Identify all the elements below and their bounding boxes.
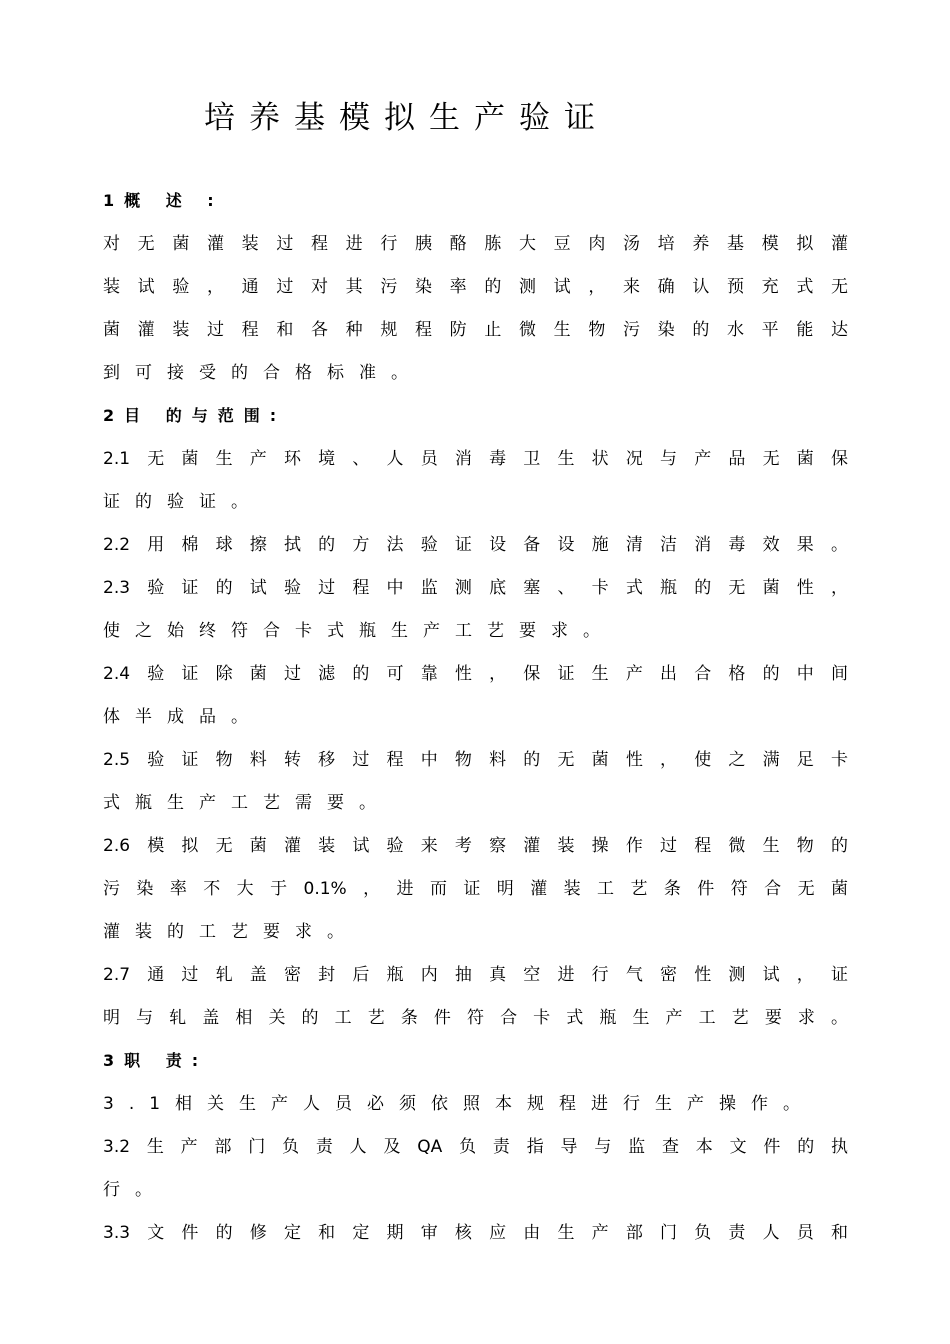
body-line: 证的验证。 bbox=[103, 492, 263, 512]
section-heading: 3职 责: bbox=[103, 1051, 209, 1070]
body-line: 2.6模拟无菌灌装试验来考察灌装操作过程微生物的 bbox=[103, 836, 848, 856]
section-heading: 2目 的与范围: bbox=[103, 406, 287, 425]
body-line: 装试验，通过对其污染率的测试，来确认预充式无 bbox=[103, 277, 848, 297]
document-title: 培养基模拟生产验证 bbox=[204, 100, 609, 136]
body-line: 2.5验证物料转移过程中物料的无菌性，使之满足卡 bbox=[103, 750, 848, 770]
body-line: 灌装的工艺要求。 bbox=[103, 922, 359, 942]
body-line: 2.4验证除菌过滤的可靠性，保证生产出合格的中间 bbox=[103, 664, 848, 684]
body-line: 明与轧盖相关的工艺条件符合卡式瓶生产工艺要求。 bbox=[103, 1008, 848, 1028]
body-line: 3.2生产部门负责人及QA负责指导与监查本文件的执 bbox=[103, 1137, 848, 1157]
section-heading: 1概 述 : bbox=[103, 191, 224, 210]
body-line: 体半成品。 bbox=[103, 707, 263, 727]
body-line: 使之始终符合卡式瓶生产工艺要求。 bbox=[103, 621, 615, 641]
body-line: 菌灌装过程和各种规程防止微生物污染的水平能达 bbox=[103, 320, 848, 340]
body-line: 污染率不大于0.1%，进而证明灌装工艺条件符合无菌 bbox=[103, 879, 848, 899]
body-line: 2.3验证的试验过程中监测底塞、卡式瓶的无菌性， bbox=[103, 578, 848, 598]
body-line: 2.2用棉球擦拭的方法验证设备设施清洁消毒效果。 bbox=[103, 535, 848, 555]
body-line: 到可接受的合格标准。 bbox=[103, 363, 423, 383]
body-line: 行。 bbox=[103, 1180, 167, 1200]
body-line: 式瓶生产工艺需要。 bbox=[103, 793, 391, 813]
body-line: 2.7通过轧盖密封后瓶内抽真空进行气密性测试，证 bbox=[103, 965, 848, 985]
body-line: 3.1相关生产人员必须依照本规程进行生产操作。 bbox=[103, 1094, 816, 1114]
body-line: 3.3文件的修定和定期审核应由生产部门负责人员和 bbox=[103, 1223, 848, 1243]
body-line: 2.1无菌生产环境、人员消毒卫生状况与产品无菌保 bbox=[103, 449, 848, 469]
body-line: 对无菌灌装过程进行胰酪胨大豆肉汤培养基模拟灌 bbox=[103, 234, 848, 254]
